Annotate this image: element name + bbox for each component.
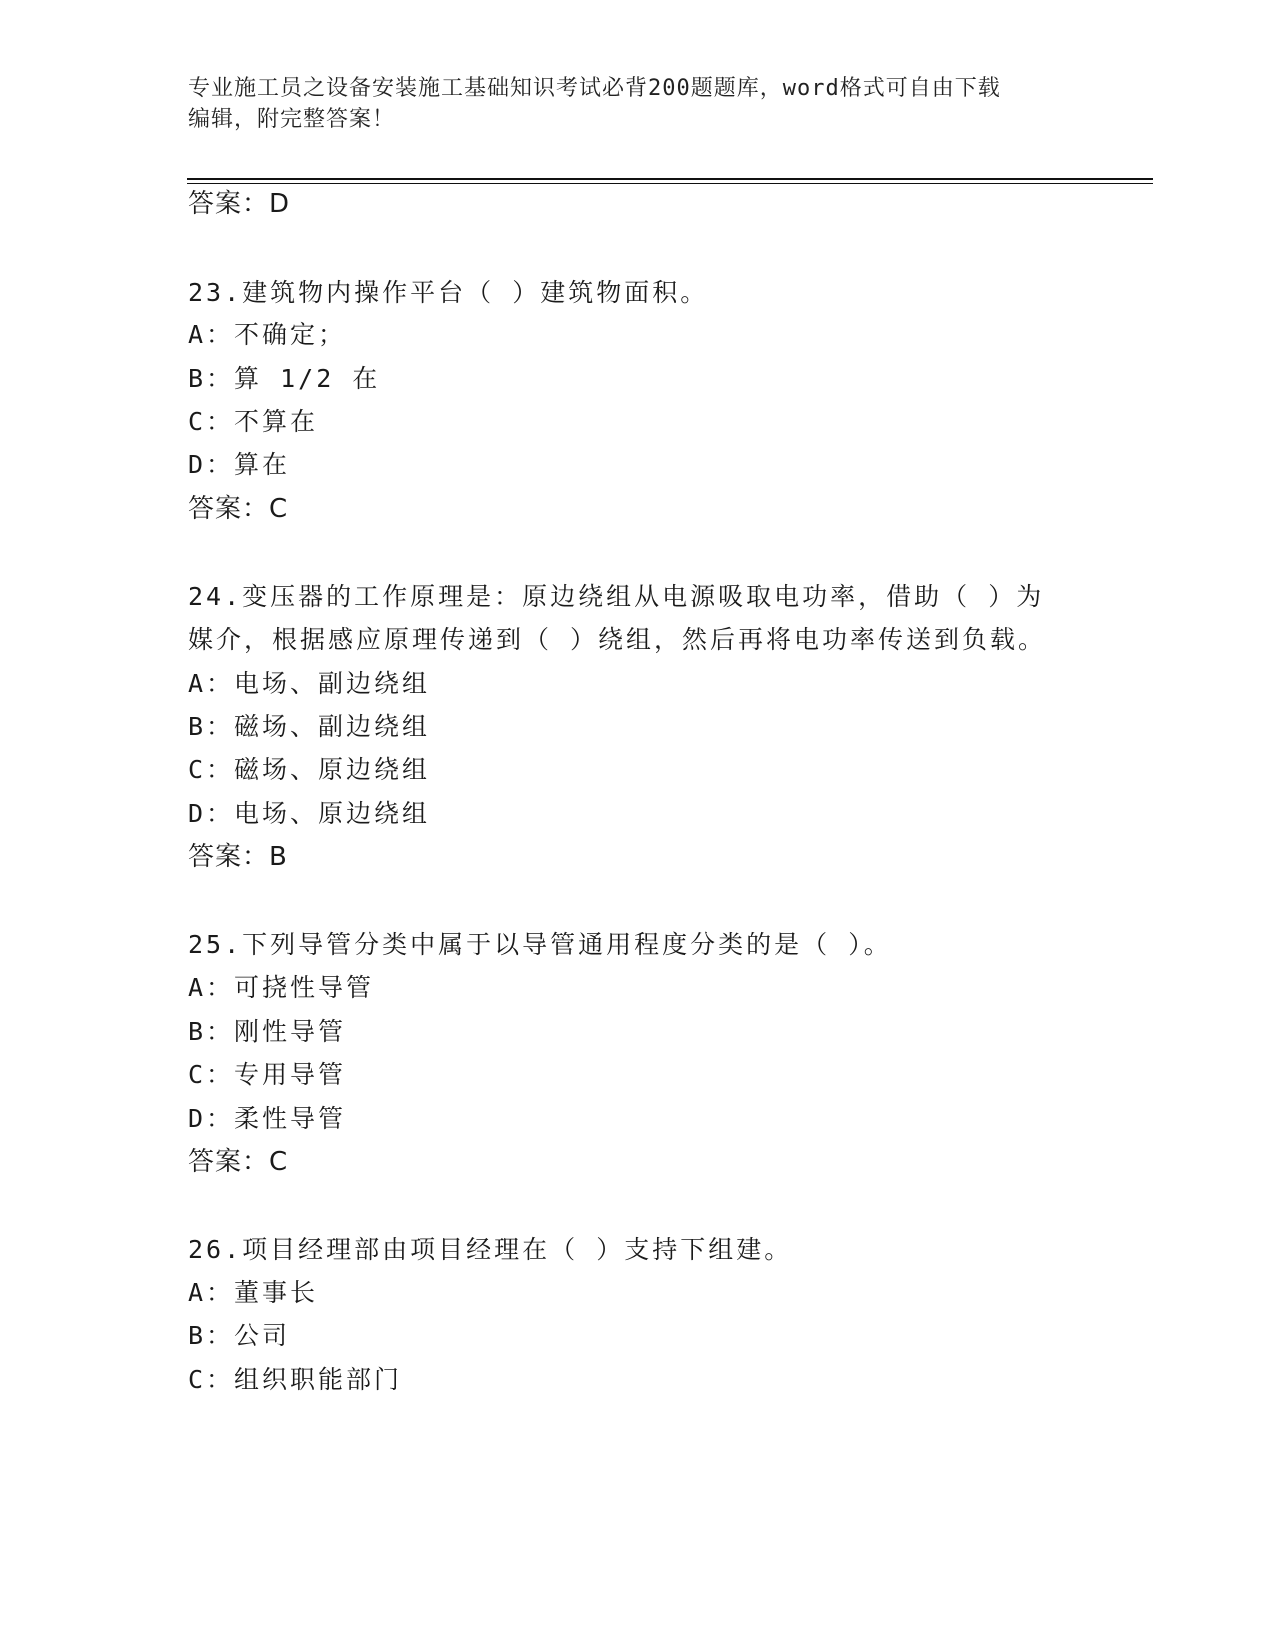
option-c: C：不算在 <box>188 407 319 436</box>
question-stem: 25.下列导管分类中属于以导管通用程度分类的是（ ）。 <box>188 930 892 959</box>
document-header <box>188 73 1088 135</box>
option-a: A：不确定； <box>188 320 347 349</box>
option-c: C：专用导管 <box>188 1060 347 1089</box>
header-line-1: 专业施工员之设备安装施工基础知识考试必背200题题库，word格式可自由下载 <box>188 76 1001 101</box>
option-c: C：组织职能部门 <box>188 1365 403 1394</box>
answer-line: 答案：D <box>188 189 291 219</box>
option-b: B：算 1/2 在 <box>188 364 381 393</box>
question-stem: 24.变压器的工作原理是：原边绕组从电源吸取电功率，借助（ ）为 <box>188 582 1045 611</box>
option-b: B：刚性导管 <box>188 1017 347 1046</box>
header-line-2: 编辑，附完整答案！ <box>188 107 396 132</box>
header-divider-thin <box>187 183 1153 184</box>
option-a: A：可挠性导管 <box>188 973 375 1002</box>
option-d: D：电场、原边绕组 <box>188 799 431 828</box>
option-c: C：磁场、原边绕组 <box>188 755 431 784</box>
question-stem-continued: 媒介，根据感应原理传递到（ ）绕组，然后再将电功率传送到负载。 <box>188 625 1047 654</box>
answer-line: 答案：C <box>188 494 289 524</box>
option-a: A：电场、副边绕组 <box>188 669 431 698</box>
option-d: D：算在 <box>188 450 291 479</box>
option-b: B：磁场、副边绕组 <box>188 712 431 741</box>
answer-line: 答案：B <box>188 842 288 872</box>
option-d: D：柔性导管 <box>188 1104 347 1133</box>
option-a: A：董事长 <box>188 1278 319 1307</box>
header-divider-thick <box>187 178 1153 180</box>
answer-line: 答案：C <box>188 1147 289 1177</box>
option-b: B：公司 <box>188 1321 291 1350</box>
question-stem: 26.项目经理部由项目经理在（ ）支持下组建。 <box>188 1235 793 1264</box>
question-stem: 23.建筑物内操作平台（ ）建筑物面积。 <box>188 278 709 307</box>
